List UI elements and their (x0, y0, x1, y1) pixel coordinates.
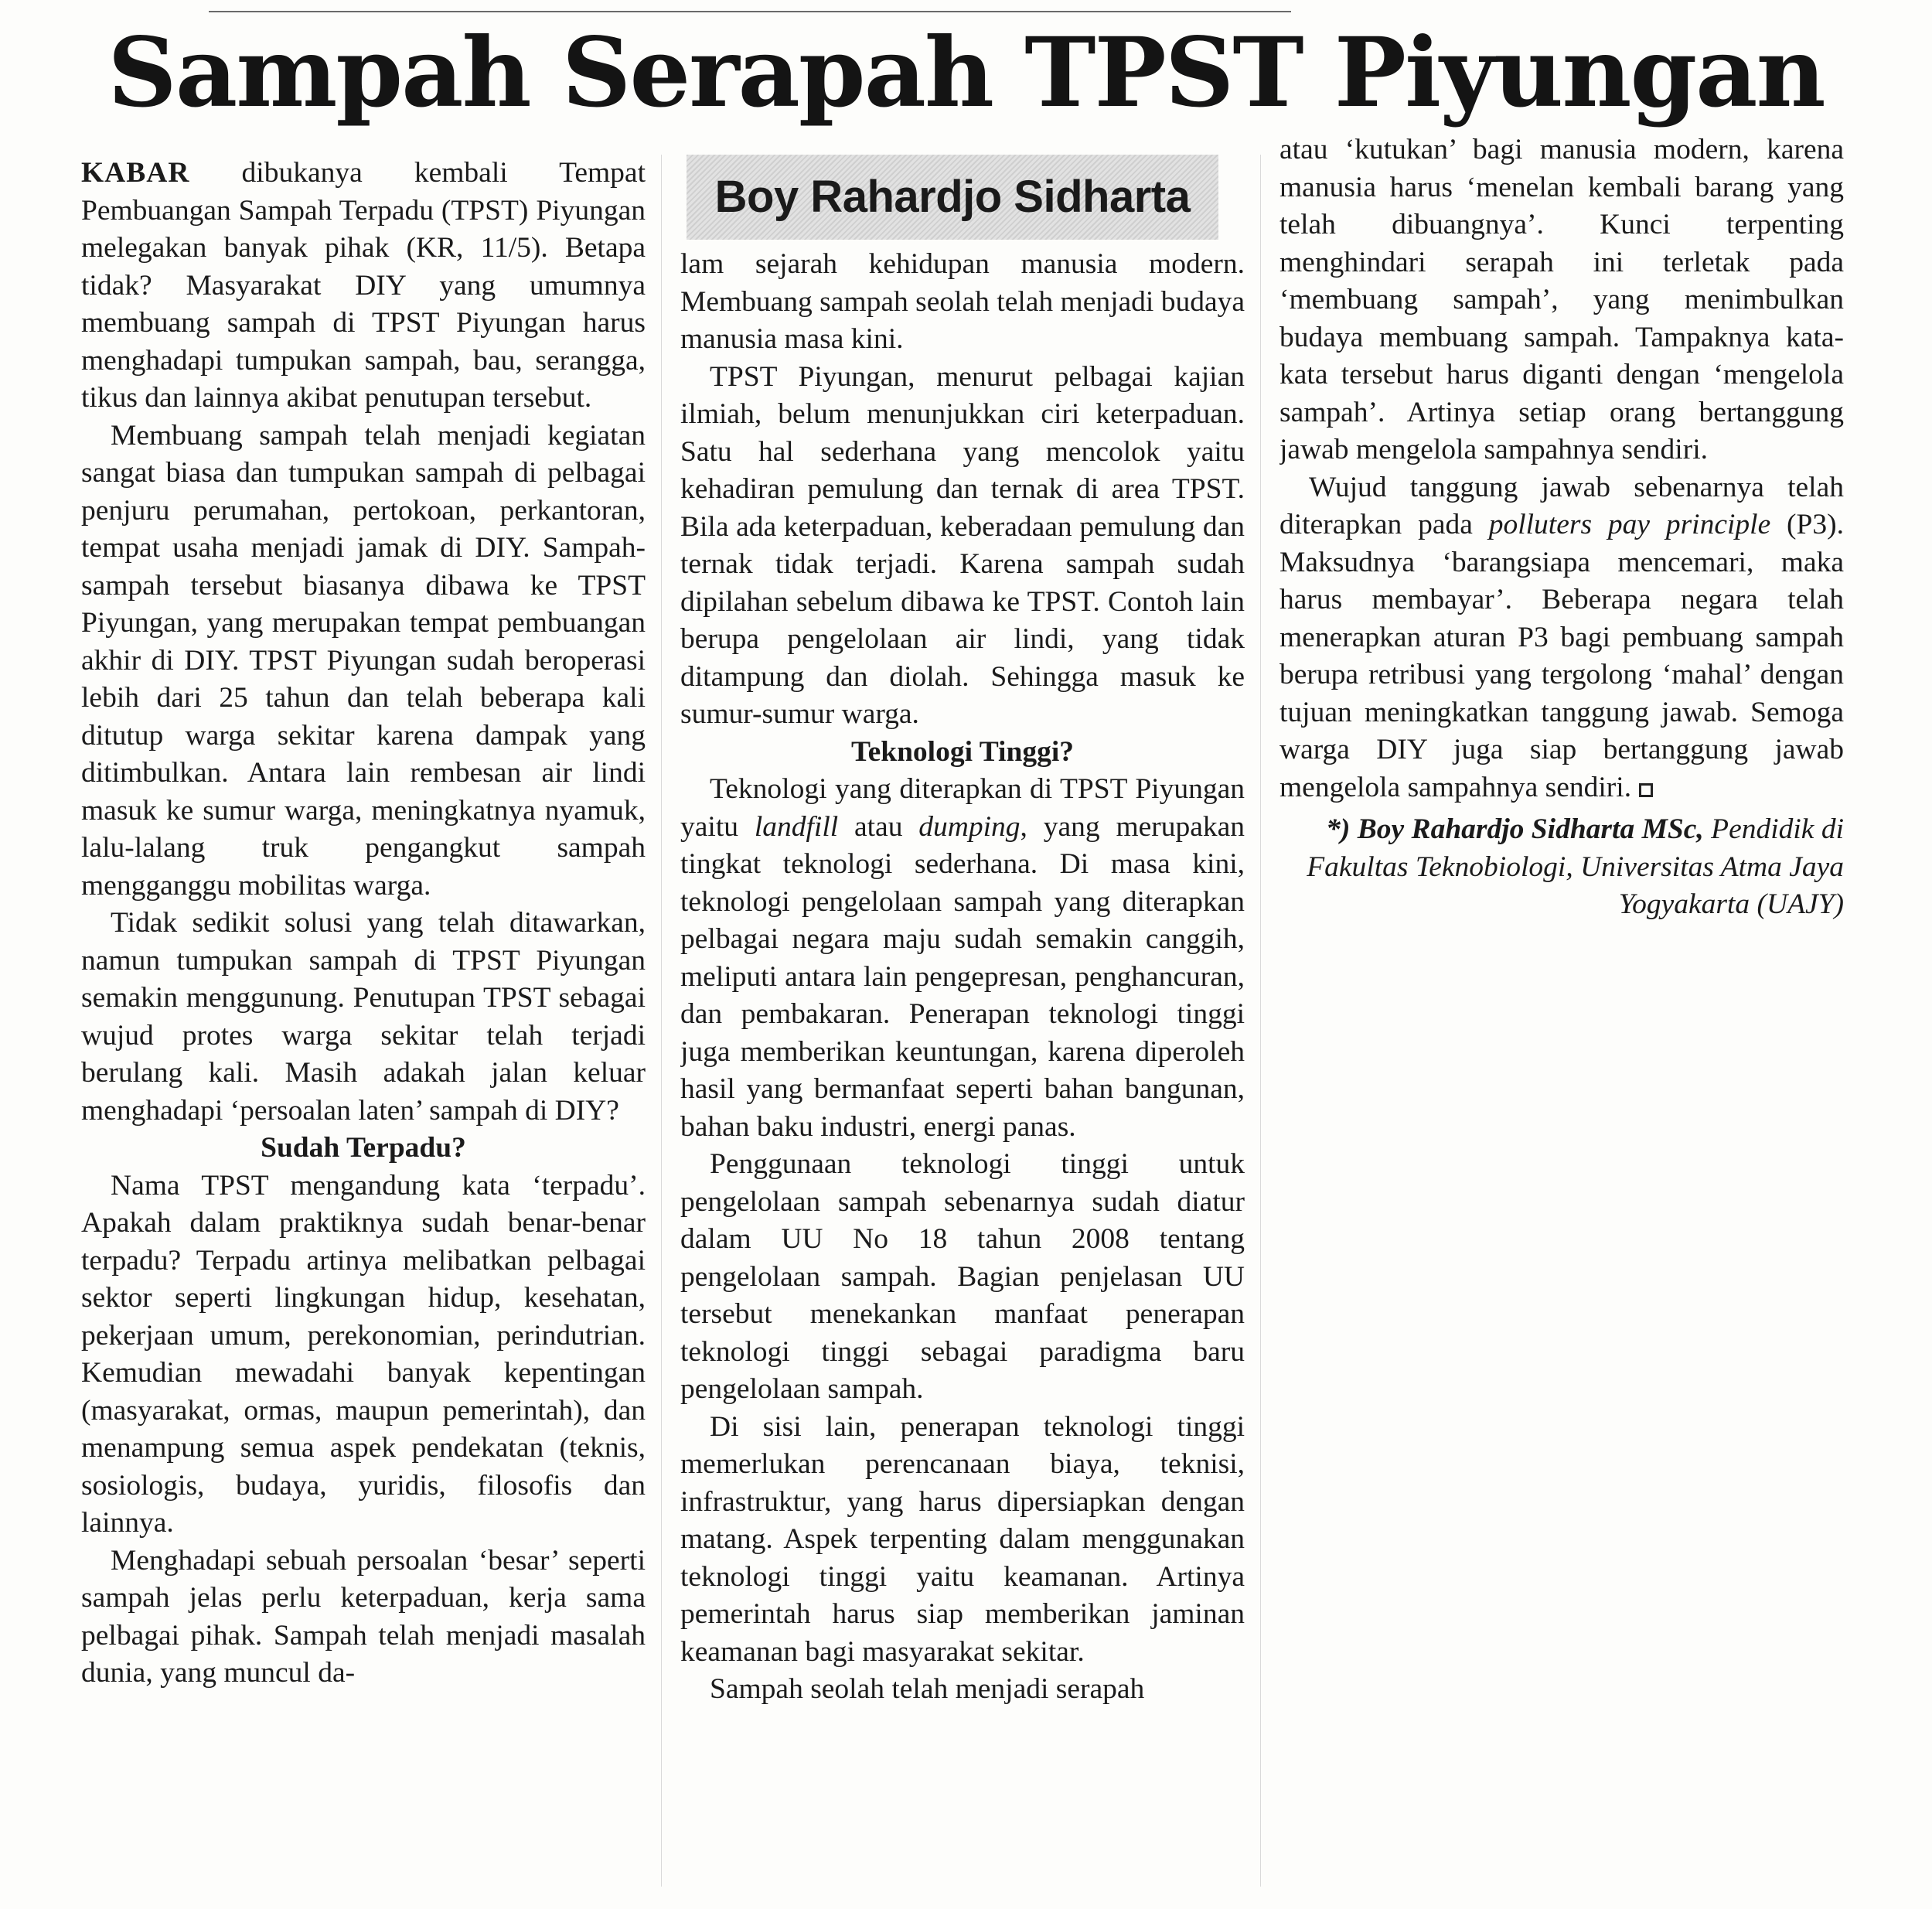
subheading: Teknologi Tinggi? (851, 735, 1074, 768)
paragraph (680, 771, 1245, 1146)
paragraph: Menghadapi sebuah persoalan ‘besar’ seperti sampah jelas perlu keterpaduan, kerja sama pelbagai pihak. Sampah telah menjadi masalah dunia, yang muncul da- (81, 1544, 646, 1689)
byline: Boy Rahardjo Sidharta (687, 155, 1218, 240)
paragraph: Nama TPST mengandung kata ‘terpadu’. Apakah dalam praktiknya sudah benar-benar terpadu? Terpadu artinya melibatkan pelbagai sektor seperti lingkungan hidup, kesehatan, pekerjaan umum, perekonomian, perindutrian. Kemudian mewadahi banyak kepentingan (masyarakat, ormas, maupun pemerintah), dan menampung semua aspek pendekatan (teknis, sosiologis, budaya, yuridis, filosofis dan lainnya. (81, 1169, 646, 1539)
kicker: KABAR (81, 157, 190, 189)
paragraph: Penggunaan teknologi tinggi untuk pengelolaan sampah sebenarnya sudah diatur dalam UU No 18 tahun 2008 tentang pengelolaan sampah. Bagian penjelasan UU tersebut menekankan manfaat penerapan teknologi tinggi sebagai paradigma baru pengelolaan sampah. (680, 1148, 1245, 1405)
paragraph: Di sisi lain, penerapan teknologi tinggi memerlukan perencanaan biaya, teknisi, infrastruktur, yang harus dipersiapkan dengan matang. Aspek terpenting dalam menggunakan teknologi tinggi yaitu keamanan. Artinya pemerintah harus siap memberikan jaminan keamanan bagi masyarakat sekitar. (680, 1410, 1245, 1668)
paragraph: atau ‘kutukan’ bagi manusia modern, karena manusia harus ‘menelan kembali barang yang telah dibuangnya’. Kunci terpenting menghindari serapah ini terletak pada ‘membuang sampah’, yang menimbulkan budaya membuang sampah. Tampaknya kata-kata tersebut harus diganti dengan ‘mengelola sampah’. Artinya setiap orang bertanggung jawab mengelola sampahnya sendiri. (1279, 134, 1844, 465)
paragraph-text: dibukanya kembali Tempat Pembuangan Sampah Terpadu (TPST) Piyungan melegakan banyak pihak (KR, 11/5). Betapa tidak? Masyarakat DIY yang umumnya membuang sampah di TPST Piyungan harus menghadapi tumpukan sampah, bau, serangga, tikus dan lainnya akibat penutupan tersebut. (81, 157, 646, 414)
column-divider (1260, 155, 1261, 1887)
paragraph (1279, 469, 1844, 807)
subheading: Sudah Terpadu? (261, 1132, 466, 1164)
column-divider (661, 155, 662, 1887)
italic-term: polluters pay principle (1488, 509, 1771, 540)
italic-term: landfill (754, 810, 839, 843)
paragraph: Sampah seolah telah menjadi serapah (710, 1673, 1145, 1705)
paragraph: TPST Piyungan, menurut pelbagai kajian ilmiah, belum menunjukkan ciri keterpaduan. Satu hal sederhana yang mencolok yaitu kehadiran pemulung dan ternak di area TPST. Bila ada keterpaduan, keberadaan pemulung dan ternak tidak terjadi. Karena sampah sudah dipilahan sebelum dibawa ke TPST. Contoh lain berupa pengelolaan air lindi, yang tidak ditampung dan diolah. Sehingga masuk ke sumur-sumur warga. (680, 360, 1245, 730)
article-column-2 (680, 155, 1245, 1887)
paragraph: Membuang sampah telah menjadi kegiatan sangat biasa dan tumpukan sampah di pelbagai penjuru perumahan, pertokoan, perkantoran, tempat usaha menjadi jamak di DIY. Sampah-sampah tersebut biasanya dibawa ke TPST Piyungan, yang merupakan tempat pembuangan akhir di DIY. TPST Piyungan sudah beroperasi lebih dari 25 tahun dan telah beberapa kali ditutup warga sekitar karena dampak yang ditimbulkan. Antara lain rembesan air lindi masuk ke sumur warga, meningkatnya nyamuk, lalu-lalang truk pengangkut sampah mengganggu mobilitas warga. (81, 419, 646, 902)
top-rule (209, 11, 1291, 12)
article-column-1 (81, 155, 646, 1887)
author-affiliation: Pendidik di Fakultas Teknobiologi, Universitas Atma Jaya Yogyakarta (UAJY) (1307, 813, 1844, 920)
italic-term: dumping (918, 810, 1021, 843)
article-column-3 (1279, 131, 1844, 1863)
paragraph: Tidak sedikit solusi yang telah ditawarkan, namun tumpukan sampah di TPST Piyungan semakin menggunung. Penutupan TPST sebagai wujud protes warga sekitar telah terjadi berulang kali. Masih adakah jalan keluar menghadapi ‘persoalan laten’ sampah di DIY? (81, 907, 646, 1127)
paragraph: lam sejarah kehidupan manusia modern. Membuang sampah seolah telah menjadi budaya manusia masa kini. (680, 248, 1245, 355)
author-name: *) Boy Rahardjo Sidharta MSc, (1326, 813, 1704, 845)
author-note (1279, 811, 1844, 924)
paragraph-text: (P3). Maksudnya ‘barangsiapa mencemari, maka harus membayar’. Beberapa negara telah menerapkan aturan P3 bagi pembuang sampah berupa retribusi yang tergolong ‘mahal’ dengan tujuan meningkatkan tanggung jawab. Semoga warga DIY juga siap bertanggung jawab mengelola sampahnya sendiri. (1279, 509, 1844, 803)
headline: Sampah Serapah TPST Piyungan (107, 17, 1825, 129)
end-of-article-icon (1639, 783, 1653, 797)
paragraph-text: atau (854, 810, 903, 843)
paragraph-text: Wujud tanggung jawab sebenarnya telah diterapkan pada (1279, 471, 1844, 540)
paragraph-text: Teknologi yang diterapkan di TPST Piyungan yaitu (680, 773, 1245, 843)
paragraph-text: , yang merupakan tingkat teknologi sederhana. Di masa kini, teknologi pengelolaan sampah yang diterapkan pelbagai negara maju sudah semakin canggih, meliputi antara lain pengepresan, penghancuran, dan pembakaran. Penerapan teknologi tinggi juga memberikan keuntungan, karena diperoleh hasil yang bermanfaat seperti bahan bangunan, bahan baku industri, energi panas. (680, 810, 1245, 1143)
paragraph (81, 155, 646, 418)
